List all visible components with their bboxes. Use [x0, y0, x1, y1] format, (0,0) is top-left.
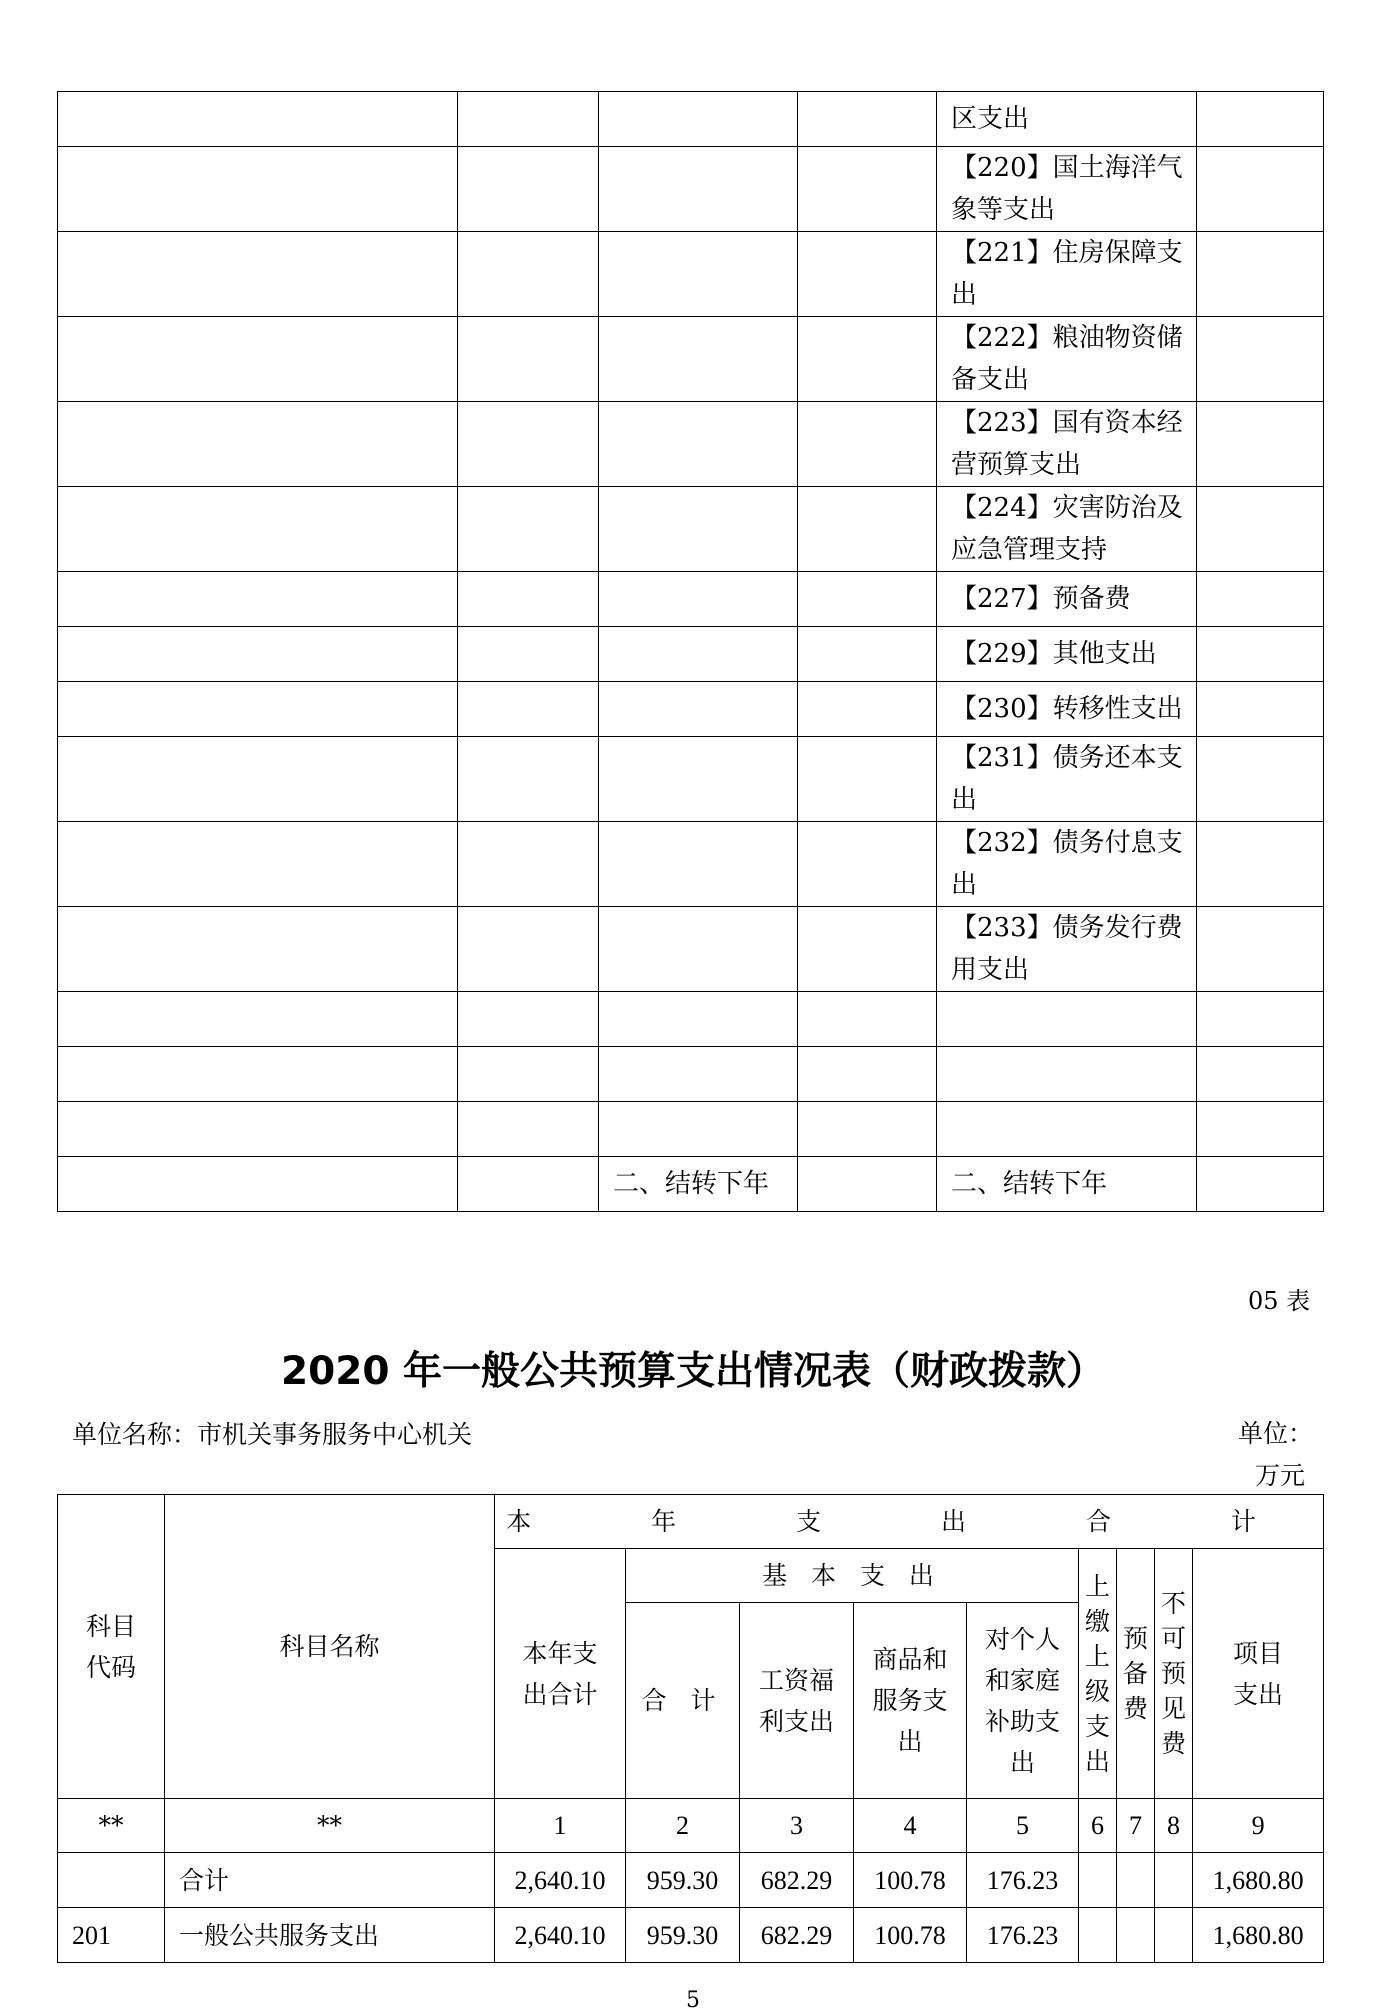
table-row — [58, 627, 1324, 682]
cell-col3 — [599, 147, 798, 232]
subject-code — [58, 1853, 165, 1908]
cell-col3 — [599, 402, 798, 487]
subject-name: 合计 — [165, 1853, 495, 1908]
cell-expense-item: 【231】债务还本支出 — [937, 737, 1197, 822]
subject-name: 一般公共服务支出 — [165, 1908, 495, 1963]
cell-col3 — [599, 232, 798, 317]
table-row — [58, 992, 1324, 1047]
header-subject-code: 科目代码 — [58, 1495, 165, 1799]
value-unforeseen — [1155, 1853, 1193, 1908]
value-reserve — [1117, 1853, 1155, 1908]
cell-col3 — [599, 822, 798, 907]
cell-expense-item: 【229】其他支出 — [937, 627, 1197, 682]
cell-col3 — [599, 907, 798, 992]
value-salary: 682.29 — [740, 1853, 854, 1908]
value-basic-total: 959.30 — [626, 1908, 740, 1963]
cell-col3 — [599, 487, 798, 572]
cell-expense-item: 二、结转下年 — [937, 1157, 1197, 1212]
table-row — [58, 1047, 1324, 1102]
unit-label: 单位： — [1238, 1419, 1314, 1448]
header-subject-name: 科目名称 — [165, 1495, 495, 1799]
index-cell: 1 — [495, 1799, 626, 1853]
table-row — [58, 1102, 1324, 1157]
general-budget-expenditure-table — [57, 1494, 1324, 1963]
cell-expense-item: 【230】转移性支出 — [937, 682, 1197, 737]
cell-col3: 二、结转下年 — [599, 1157, 798, 1212]
header-row — [58, 1495, 1324, 1549]
cell-expense-item: 【224】灾害防治及应急管理支持 — [937, 487, 1197, 572]
table-row — [58, 682, 1324, 737]
header-personal-subsidy: 对个人和家庭补助支出 — [967, 1603, 1079, 1799]
value-salary: 682.29 — [740, 1908, 854, 1963]
cell-expense-item: 区支出 — [937, 92, 1197, 147]
value-goods: 100.78 — [854, 1853, 967, 1908]
value-personal: 176.23 — [967, 1908, 1079, 1963]
index-cell: 3 — [740, 1799, 854, 1853]
cell-expense-item: 【221】住房保障支出 — [937, 232, 1197, 317]
index-cell: 9 — [1193, 1799, 1324, 1853]
header-basic-expenditure: 基 本 支 出 — [626, 1549, 1079, 1603]
value-upper — [1079, 1908, 1117, 1963]
index-cell: 6 — [1079, 1799, 1117, 1853]
subject-code: 201 — [58, 1908, 165, 1963]
cell-expense-item: 【220】国土海洋气象等支出 — [937, 147, 1197, 232]
value-personal: 176.23 — [967, 1853, 1079, 1908]
table-row — [58, 572, 1324, 627]
index-cell: 4 — [854, 1799, 967, 1853]
value-unforeseen — [1155, 1908, 1193, 1963]
header-year-total-group: 本 年 支 出 合 计 — [495, 1495, 1324, 1549]
cell-col3 — [599, 992, 798, 1047]
table-row — [58, 737, 1324, 822]
table-row — [58, 907, 1324, 992]
index-cell: 2 — [626, 1799, 740, 1853]
index-cell: 7 — [1117, 1799, 1155, 1853]
index-cell: 8 — [1155, 1799, 1193, 1853]
table-row — [58, 92, 1324, 147]
table-row — [58, 822, 1324, 907]
table-number: 05 表 — [1248, 1287, 1311, 1315]
index-cell: 5 — [967, 1799, 1079, 1853]
header-unforeseen: 不可预见费 — [1155, 1549, 1193, 1799]
header-upper-payment: 上缴上级支出 — [1079, 1549, 1117, 1799]
index-cell: ** — [58, 1799, 165, 1853]
table-row — [58, 232, 1324, 317]
index-cell: ** — [165, 1799, 495, 1853]
cell-expense-item — [937, 1047, 1197, 1102]
header-year-total: 本年支出合计 — [495, 1549, 626, 1799]
table-row — [58, 402, 1324, 487]
value-project: 1,680.80 — [1193, 1853, 1324, 1908]
cell-col3 — [599, 572, 798, 627]
table-row — [58, 487, 1324, 572]
table-row — [58, 1908, 1324, 1963]
cell-expense-item: 【232】债务付息支出 — [937, 822, 1197, 907]
cell-col3 — [599, 737, 798, 822]
cell-col3 — [599, 1102, 798, 1157]
header-reserve: 预备费 — [1117, 1549, 1155, 1799]
table-title: 2020 年一般公共预算支出情况表（财政拨款） — [280, 1349, 1106, 1394]
table-row — [58, 1853, 1324, 1908]
value-goods: 100.78 — [854, 1908, 967, 1963]
cell-expense-item — [937, 992, 1197, 1047]
value-year-total: 2,640.10 — [495, 1853, 626, 1908]
value-reserve — [1117, 1908, 1155, 1963]
cell-expense-item: 【223】国有资本经营预算支出 — [937, 402, 1197, 487]
value-project: 1,680.80 — [1193, 1908, 1324, 1963]
value-basic-total: 959.30 — [626, 1853, 740, 1908]
cell-expense-item — [937, 1102, 1197, 1157]
table-row — [58, 317, 1324, 402]
value-upper — [1079, 1853, 1117, 1908]
table-row — [58, 147, 1324, 232]
cell-col3 — [599, 1047, 798, 1102]
table-row — [58, 1157, 1324, 1212]
cell-expense-item: 【222】粮油物资储备支出 — [937, 317, 1197, 402]
cell-expense-item: 【233】债务发行费用支出 — [937, 907, 1197, 992]
header-project-expenditure: 项目支出 — [1193, 1549, 1324, 1799]
index-row — [58, 1799, 1324, 1853]
header-basic-total: 合 计 — [626, 1603, 740, 1799]
cell-col3 — [599, 317, 798, 402]
cell-col3 — [599, 627, 798, 682]
page-number: 5 — [686, 1988, 700, 2013]
unit-name-label: 单位名称：市机关事务服务中心机关 — [72, 1420, 473, 1449]
cell-expense-item: 【227】预备费 — [937, 572, 1197, 627]
header-salary: 工资福利支出 — [740, 1603, 854, 1799]
header-goods-services: 商品和服务支出 — [854, 1603, 967, 1799]
value-year-total: 2,640.10 — [495, 1908, 626, 1963]
cell-col3 — [599, 92, 798, 147]
unit-value: 万元 — [1255, 1461, 1306, 1490]
income-expenditure-continuation-table — [57, 91, 1324, 1212]
cell-col3 — [599, 682, 798, 737]
